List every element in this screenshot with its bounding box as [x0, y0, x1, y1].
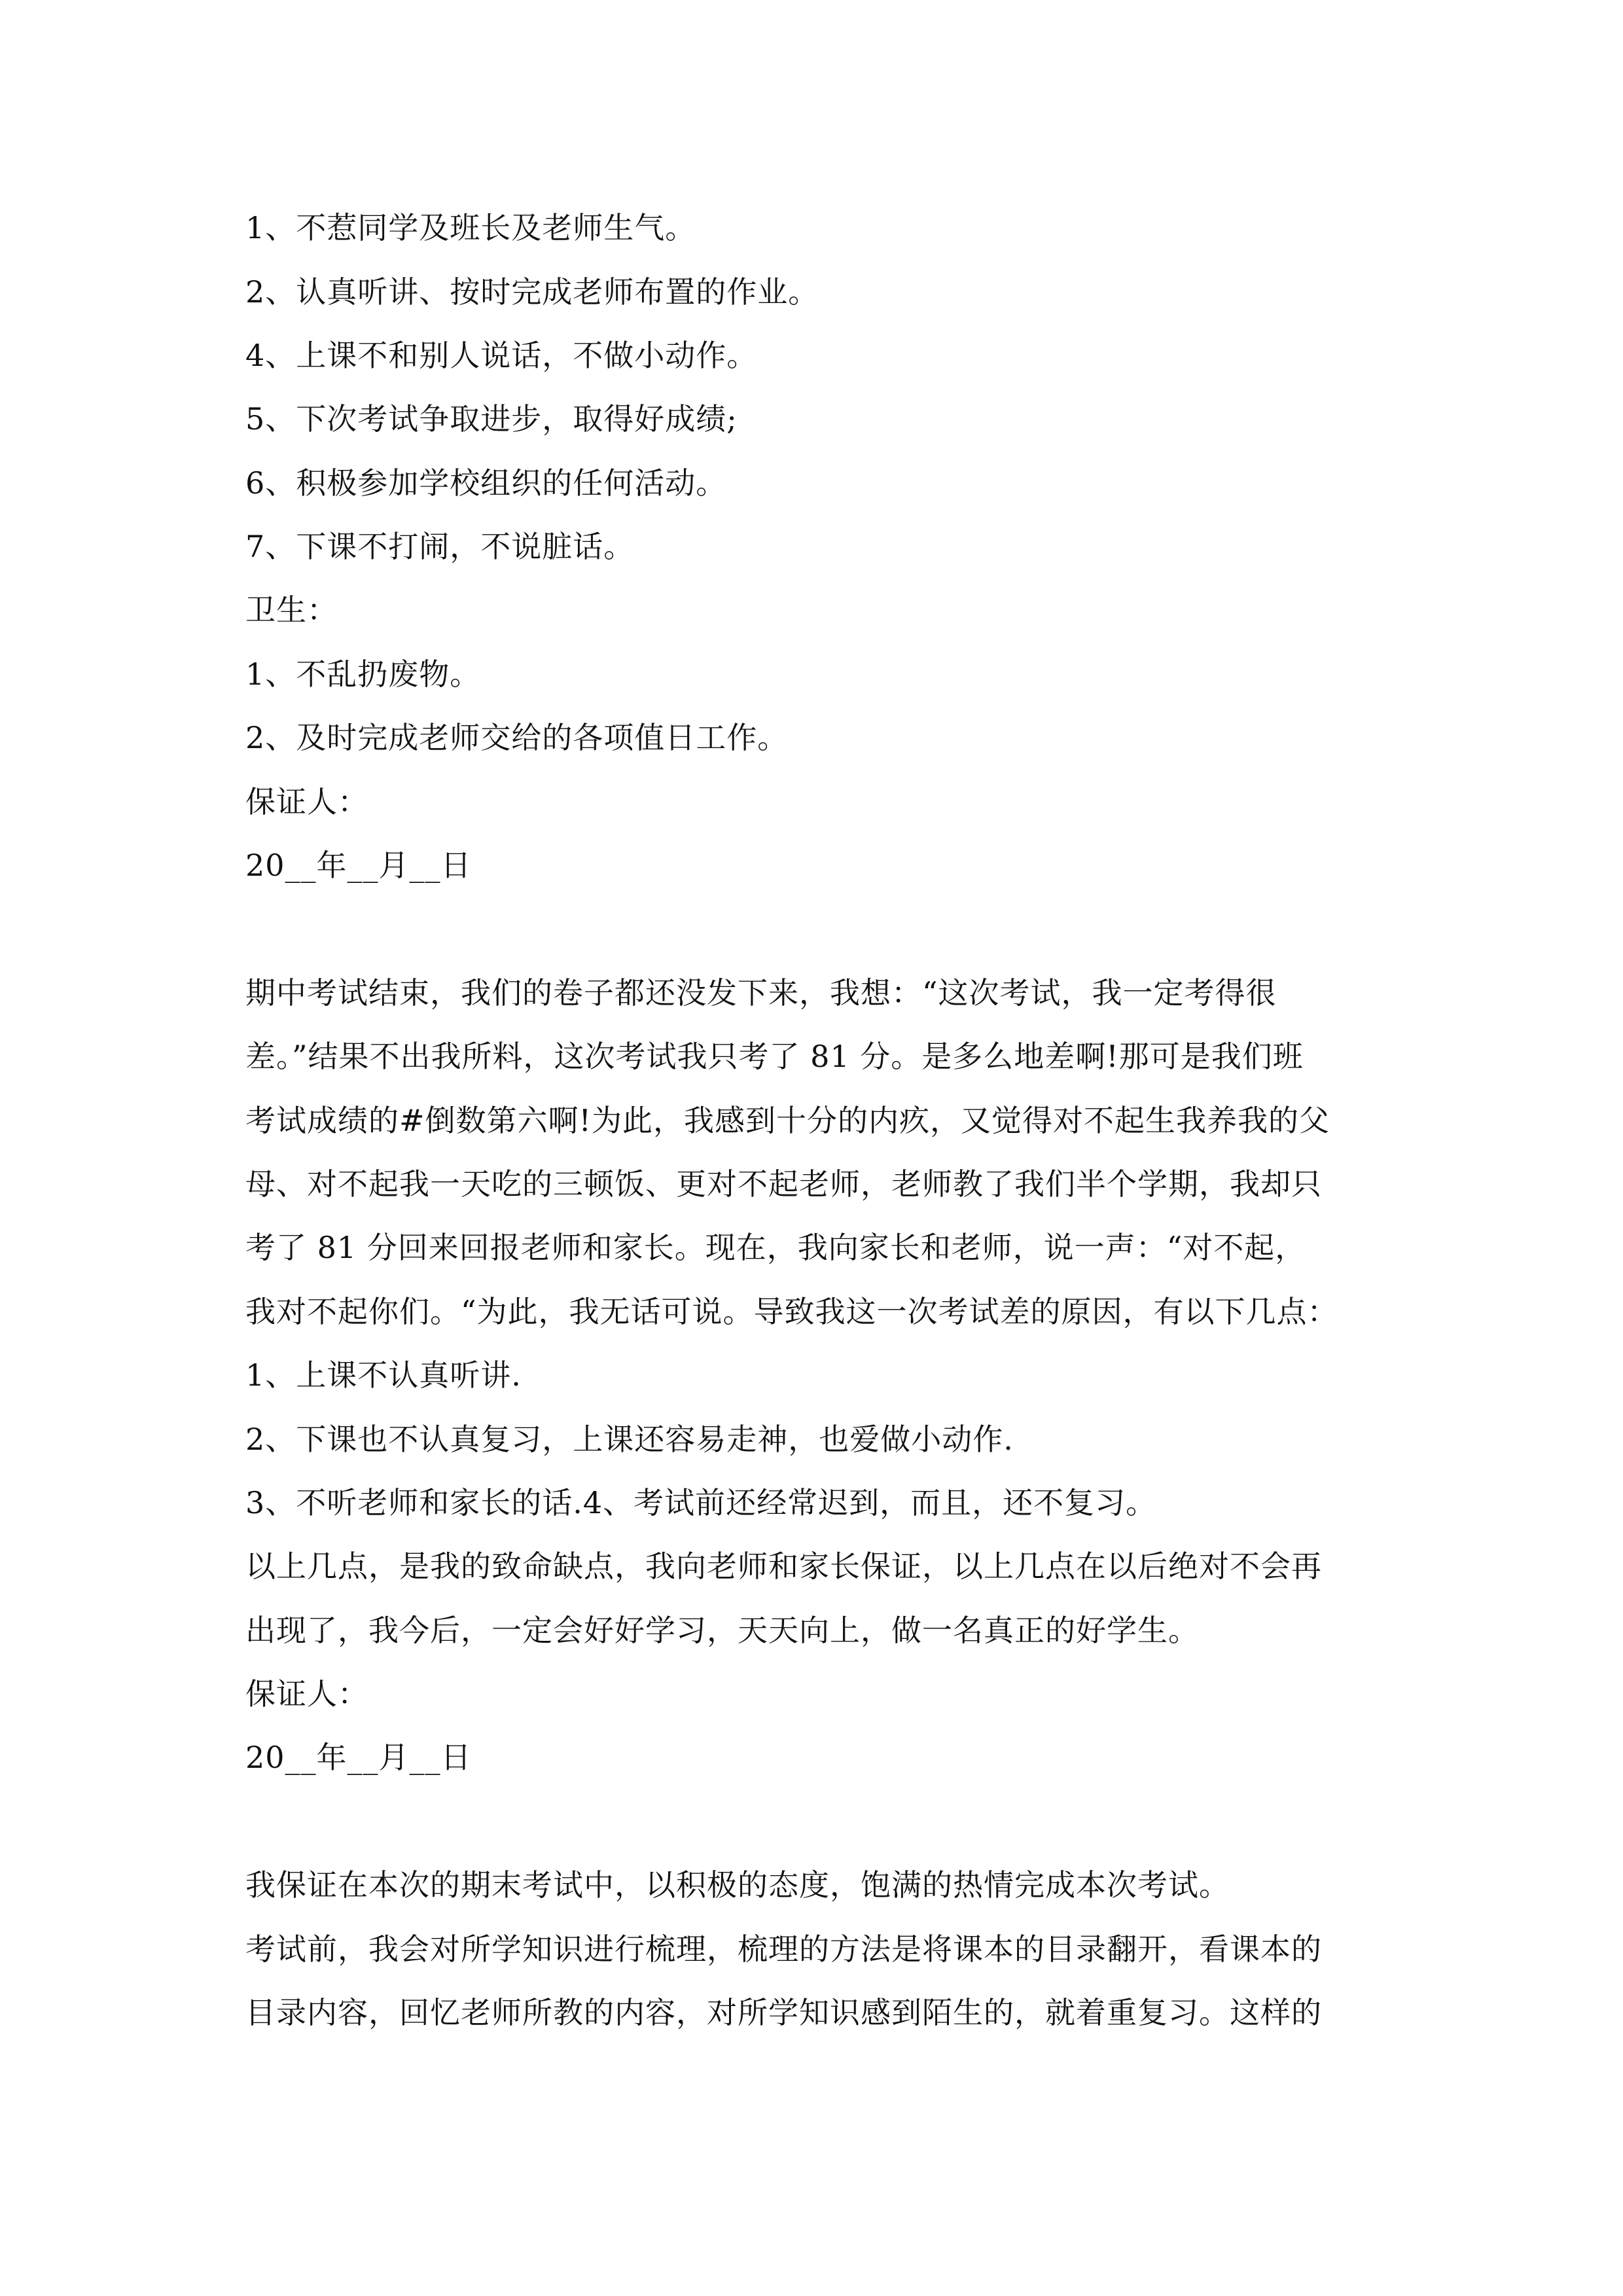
hygiene-item-2: 2、及时完成老师交给的各项值日工作。 — [245, 720, 789, 755]
paragraph-line-2: 差。”结果不出我所料，这次考试我只考了 81 分。是多么地差啊!那可是我们班 — [245, 1039, 1304, 1074]
reason-item-2: 2、下课也不认真复习，上课还容易走神，也爱做小动作. — [245, 1422, 1014, 1457]
date-line-1: 20__年__月__日 — [245, 848, 472, 883]
guarantor-label-2: 保证人： — [245, 1676, 368, 1712]
pledge-item-5: 5、下次考试争取进步，取得好成绩; — [245, 401, 738, 437]
paragraph-line-3: 考试成绩的#倒数第六啊!为此，我感到十分的内疚，又觉得对不起生我养我的父 — [245, 1103, 1330, 1138]
paragraph-line-1: 期中考试结束，我们的卷子都还没发下来，我想：“这次考试，我一定考得很 — [245, 975, 1277, 1011]
date-line-2: 20__年__月__日 — [245, 1740, 472, 1775]
final-exam-line-2: 考试前，我会对所学知识进行梳理，梳理的方法是将课本的目录翻开，看课本的 — [245, 1931, 1322, 1967]
pledge-item-1: 1、不惹同学及班长及老师生气。 — [245, 210, 696, 245]
final-exam-line-1: 我保证在本次的期末考试中，以积极的态度，饱满的热情完成本次考试。 — [245, 1867, 1230, 1903]
hygiene-heading: 卫生： — [245, 592, 338, 628]
reason-item-1: 1、上课不认真听讲. — [245, 1357, 522, 1393]
paragraph-line-6: 我对不起你们。“为此，我无话可说。导致我这一次考试差的原因，有以下几点： — [245, 1294, 1338, 1329]
conclusion-line-1: 以上几点，是我的致命缺点，我向老师和家长保证，以上几点在以后绝对不会再 — [245, 1549, 1322, 1584]
hygiene-item-1: 1、不乱扔废物。 — [245, 656, 481, 692]
final-exam-line-3: 目录内容，回忆老师所教的内容，对所学知识感到陌生的，就着重复习。这样的 — [245, 1995, 1322, 2030]
guarantor-label-1: 保证人： — [245, 784, 368, 819]
paragraph-line-5: 考了 81 分回来回报老师和家长。现在，我向家长和老师，说一声：“对不起， — [245, 1230, 1306, 1265]
pledge-item-4: 4、上课不和别人说话，不做小动作。 — [245, 338, 758, 373]
reason-item-3: 3、不听老师和家长的话.4、考试前还经常迟到，而且，还不复习。 — [245, 1485, 1157, 1520]
paragraph-line-4: 母、对不起我一天吃的三顿饭、更对不起老师，老师教了我们半个学期，我却只 — [245, 1166, 1322, 1202]
conclusion-line-2: 出现了，我今后，一定会好好学习，天天向上，做一名真正的好学生。 — [245, 1613, 1199, 1648]
pledge-item-2: 2、认真听讲、按时完成老师布置的作业。 — [245, 274, 819, 310]
pledge-item-6: 6、积极参加学校组织的任何活动。 — [245, 465, 727, 501]
pledge-item-7: 7、下课不打闹，不说脏话。 — [245, 529, 635, 564]
